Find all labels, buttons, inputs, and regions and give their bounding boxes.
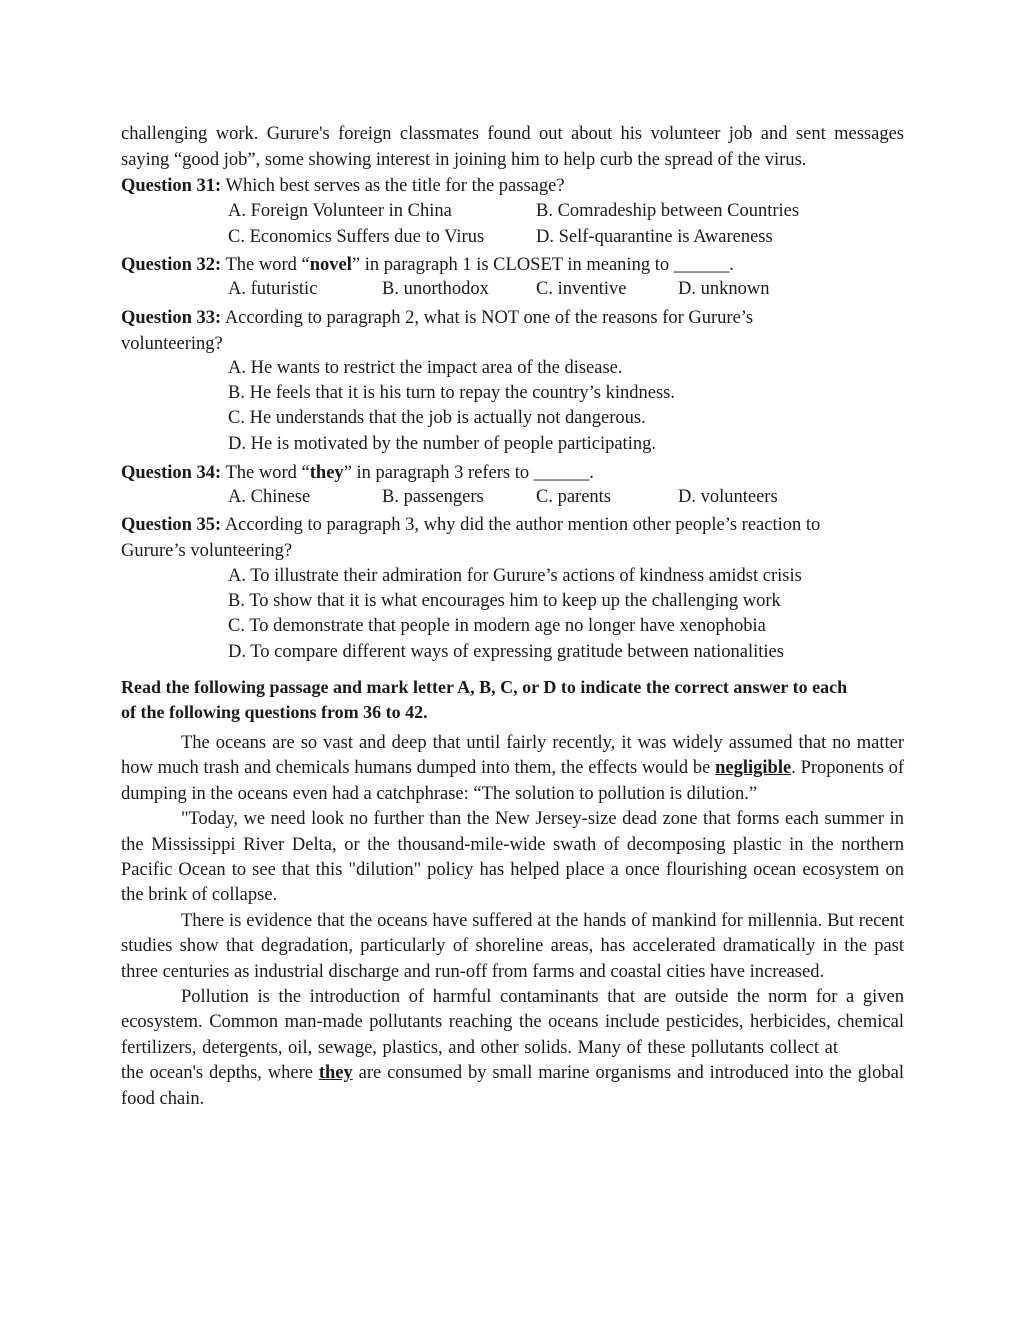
passage-paragraph-4 (121, 985, 904, 1112)
q32-option-d: D. unknown (678, 279, 770, 299)
question-32-post: ” in paragraph 1 is CLOSET in meaning to ______. (351, 255, 734, 275)
question-34-label: Question 34: (121, 463, 222, 483)
question-35-text: According to paragraph 3, why did the author mention other people’s reaction to (221, 515, 821, 535)
q34-option-d: D. volunteers (678, 487, 778, 507)
passage-p4-text-a: Pollution is the introduction of harmful contaminants that are outside the norm for a given ecosystem. Common man-made pollutants reaching the oceans include pesticides, herbicides, chemical fertilizers, detergents, oil, sewage, plastics, and other solids. Many of these pollutants collect at (121, 987, 904, 1058)
question-32-pre: The word “ (221, 255, 310, 275)
q33-option-b: B. He feels that it is his turn to repay the country’s kindness. (228, 383, 676, 403)
q35-option-d: D. To compare different ways of expressing gratitude between nationalities (228, 642, 784, 662)
q35-option-c: C. To demonstrate that people in modern age no longer have xenophobia (228, 616, 766, 636)
question-33-text-2: volunteering? (121, 334, 223, 354)
q32-option-a: A. futuristic (228, 279, 318, 299)
passage-p1-keyword: negligible (715, 758, 792, 779)
q33-option-c: C. He understands that the job is actually not dangerous. (228, 408, 646, 428)
passage-paragraph-2: "Today, we need look no further than the New Jersey-size dead zone that forms each summer in the Mississippi River Delta, or the thousand-mile-wide swath of decomposing plastic in the northern Pacific Ocean to see that this "dilution" policy has helped place a once flourishing ocean ecosystem on the brink of collapse. (121, 809, 904, 906)
passage-p4-keyword: they (318, 1063, 353, 1084)
q34-option-a: A. Chinese (228, 487, 311, 507)
q35-option-b: B. To show that it is what encourages him to keep up the challenging work (228, 591, 781, 611)
q31-option-b: B. Comradeship between Countries (536, 201, 800, 221)
question-31-label: Question 31: (121, 176, 222, 196)
passage-p4-text-b: the ocean's depths, where (121, 1063, 319, 1084)
passage-p4-text-c: are consumed by small marine organisms and introduced into the global food chain. (121, 1063, 905, 1109)
question-35-label: Question 35: (121, 515, 222, 535)
section-instruction-line-1: Read the following passage and mark letter A, B, C, or D to indicate the correct answer to each (121, 677, 848, 697)
q32-option-c: C. inventive (536, 279, 627, 299)
intro-line-2: saying “good job”, some showing interest in joining him to help curb the spread of the virus. (121, 150, 807, 170)
passage-p1-text-b: . Proponents of dumping in the oceans even had a catchphrase: “The solution to pollution is dilution.” (121, 758, 904, 804)
question-34-pre: The word “ (221, 463, 310, 483)
reading-passage (121, 731, 904, 1112)
q32-option-b: B. unorthodox (382, 279, 489, 299)
q34-option-c: C. parents (536, 487, 612, 507)
section-instruction-line-2: of the following questions from 36 to 42. (121, 702, 428, 722)
question-33-text: According to paragraph 2, what is NOT one of the reasons for Gurure’s (221, 308, 754, 328)
q33-option-d: D. He is motivated by the number of people participating. (228, 434, 656, 454)
question-33 (121, 306, 904, 331)
question-31-text: Which best serves as the title for the passage? (221, 176, 565, 196)
intro-line-1: challenging work. Gurure's foreign classmates found out about his volunteer job and sent messages (121, 124, 904, 144)
question-33-label: Question 33: (121, 308, 222, 328)
q34-option-b: B. passengers (382, 487, 484, 507)
question-35-text-2: Gurure’s volunteering? (121, 541, 293, 561)
passage-paragraph-1 (121, 731, 904, 807)
question-34-key: they (309, 463, 344, 483)
q33-option-a: A. He wants to restrict the impact area of the disease. (228, 358, 623, 378)
passage-p1-text-a: The oceans are so vast and deep that until fairly recently, it was widely assumed that no matter how much trash and chemicals humans dumped into them, the effects would be (121, 733, 904, 779)
question-34 (121, 461, 904, 486)
passage-paragraph-3: There is evidence that the oceans have suffered at the hands of mankind for millennia. But recent studies show that degradation, particularly of shoreline areas, has accelerated dramatically in the past three centuries as industrial discharge and run-off from farms and coastal cities have increased. (121, 910, 904, 982)
question-32-key: novel (309, 255, 352, 275)
q31-option-d: D. Self-quarantine is Awareness (536, 227, 773, 247)
q31-option-c: C. Economics Suffers due to Virus (228, 227, 485, 247)
question-35 (121, 513, 904, 538)
question-31 (121, 174, 904, 199)
question-32-label: Question 32: (121, 255, 222, 275)
question-32 (121, 253, 904, 278)
q31-option-a: A. Foreign Volunteer in China (228, 201, 452, 221)
q35-option-a: A. To illustrate their admiration for Gurure’s actions of kindness amidst crisis (228, 566, 802, 586)
question-34-post: ” in paragraph 3 refers to ______. (343, 463, 594, 483)
